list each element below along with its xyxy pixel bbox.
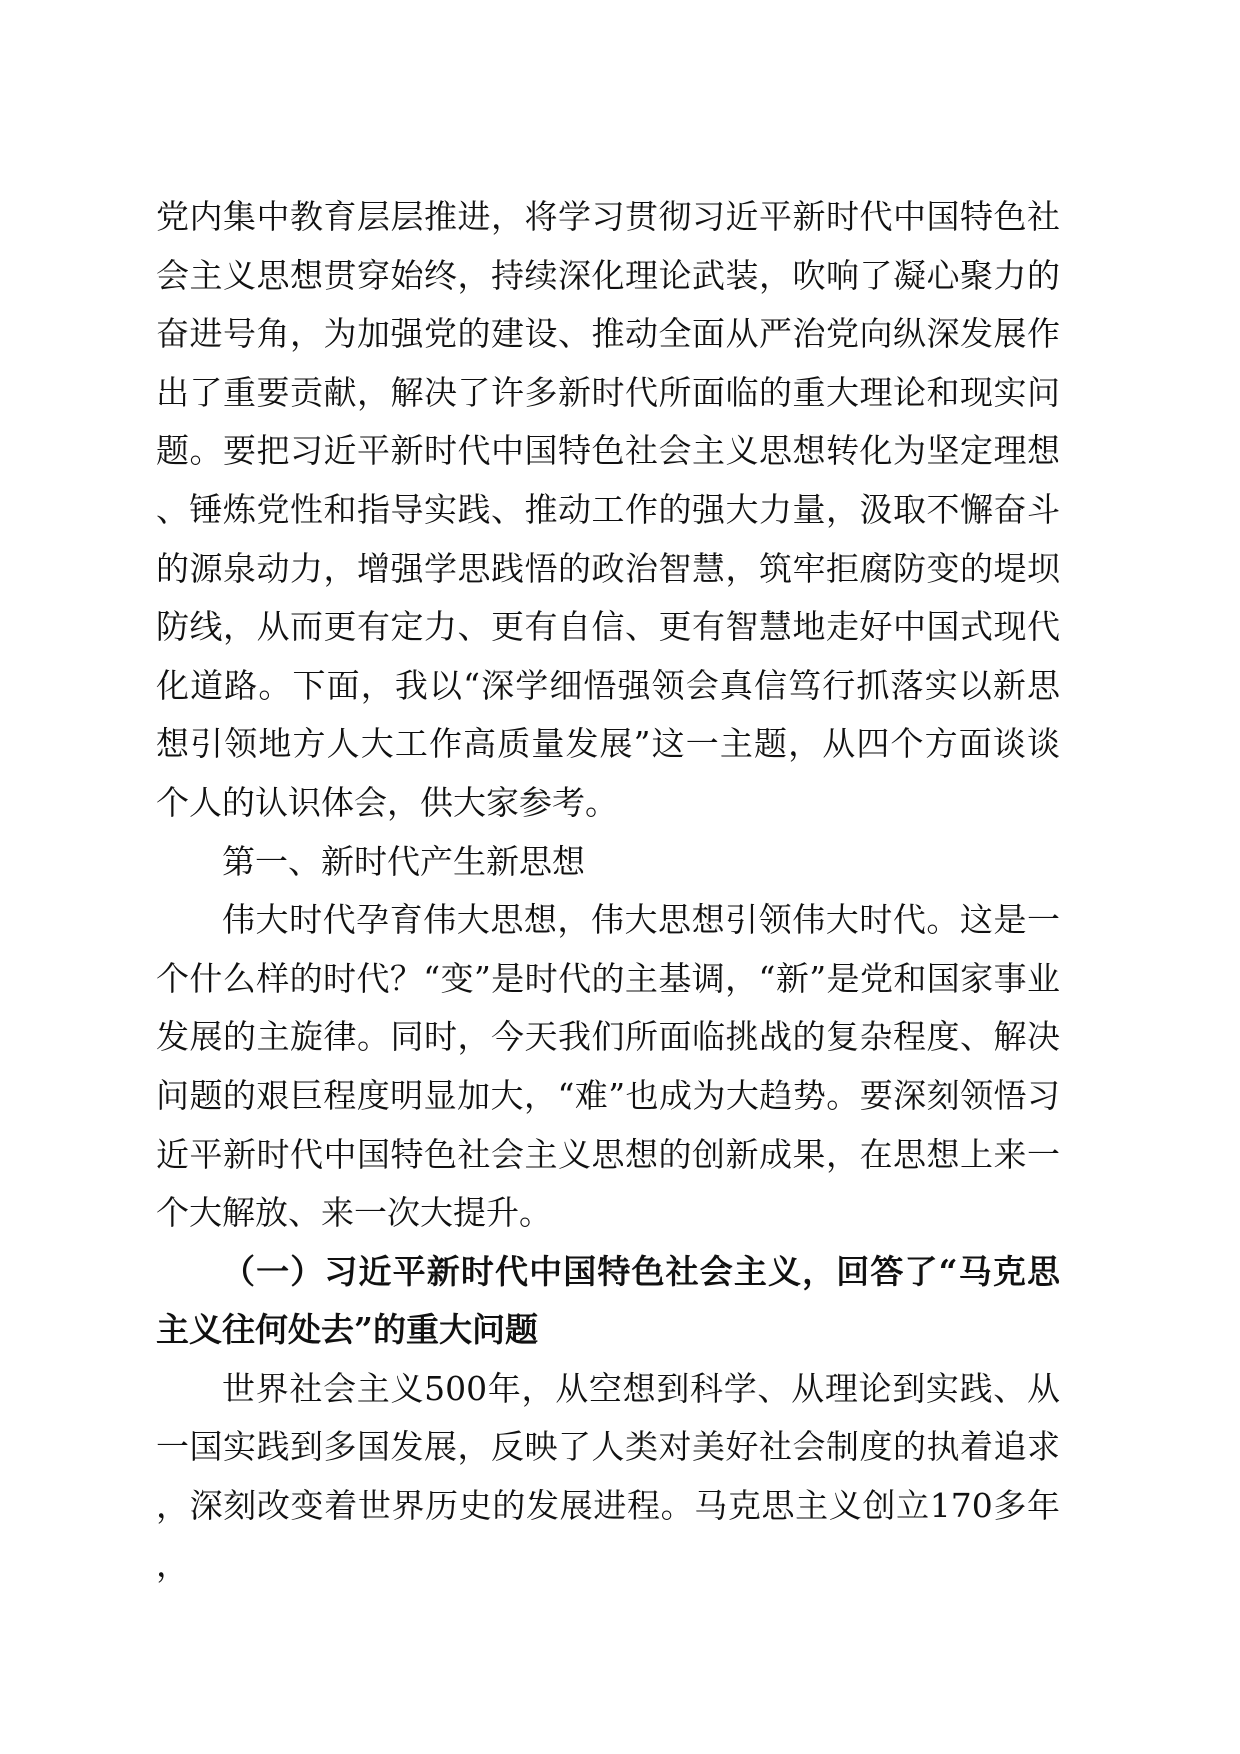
paragraph-subsection-1: 世界社会主义500年，从空想到科学、从理论到实践、从一国实践到多国发展，反映了人类对美好社会制度的执着追求，深刻改变着世界历史的发展进程。马克思主义创立170多年，: [156, 1368, 1060, 1584]
section-heading-1: 第一、新时代产生新思想: [222, 841, 585, 881]
paragraph-intro: 党内集中教育层层推进，将学习贯彻习近平新时代中国特色社会主义思想贯穿始终，持续深化理论武装，吹响了凝心聚力的奋进号角，为加强党的建设、推动全面从严治党向纵深发展作出了重要贡献，解决了许多新时代所面临的重大理论和现实问题。要把习近平新时代中国特色社会主义思想转化为坚定理想、锤炼党性和指导实践、推动工作的强大力量，汲取不懈奋斗的源泉动力，增强学思践悟的政治智慧，筑牢拒腐防变的堤坝防线，从而更有定力、更有自信、更有智慧地走好中国式现代化道路。下面，我以“深学细悟强领会真信笃行抓落实以新思想引领地方人大工作高质量发展”这一主题，从四个方面谈谈个人的认识体会，供大家参考。: [156, 197, 1060, 822]
document-body: [156, 188, 1060, 1594]
subsection-heading-1: （一）习近平新时代中国特色社会主义，回答了“马克思主义往何处去”的重大问题: [156, 1251, 1060, 1350]
paragraph-section-1: 伟大时代孕育伟大思想，伟大思想引领伟大时代。这是一个什么样的时代？“变”是时代的主基调，“新”是党和国家事业发展的主旋律。同时，今天我们所面临挑战的复杂程度、解决问题的艰巨程度明显加大，“难”也成为大趋势。要深刻领悟习近平新时代中国特色社会主义思想的创新成果，在思想上来一个大解放、来一次大提升。: [156, 900, 1060, 1233]
